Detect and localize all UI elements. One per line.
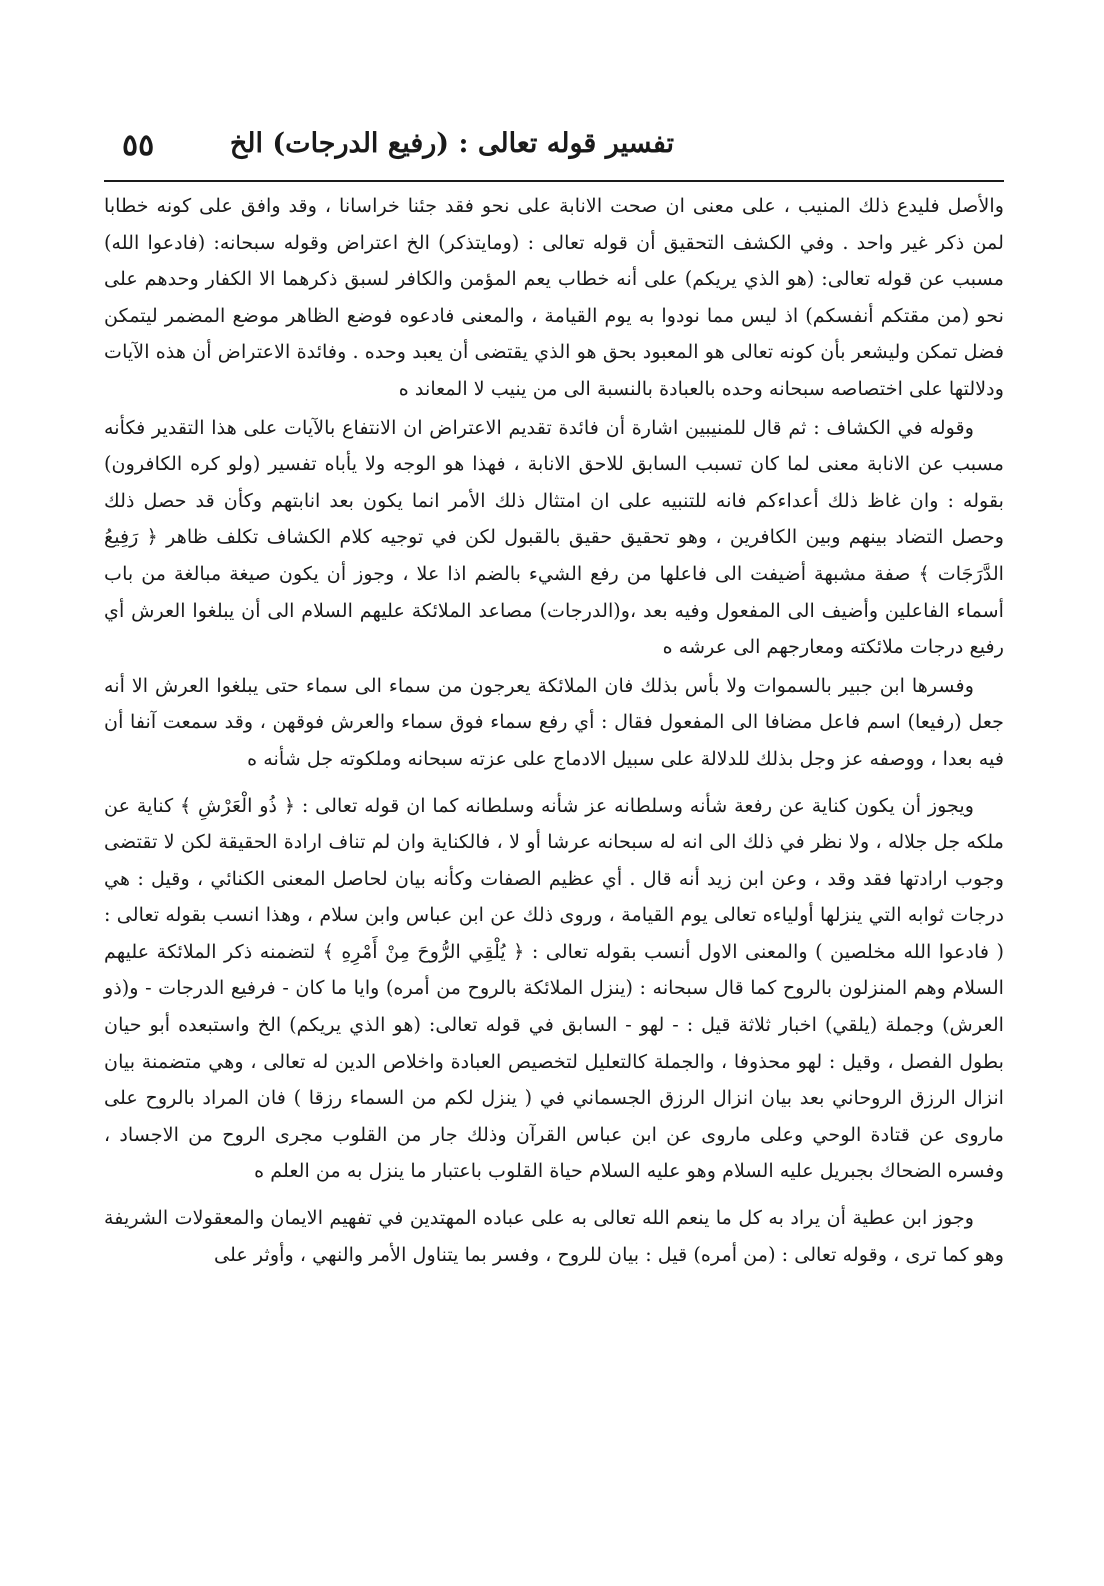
paragraph-2: وقوله في الكشاف : ثم قال للمنيبين اشارة أن فائدة تقديم الاعتراض ان الانتفاع بالآيات على هذا التقدير فكأنه مسبب عن الانابة معنى لما كان تسبب السابق للاحق الانابة ، فهذا هو الوجه ولا يأباه تفسير (ولو كره الكافرون) بقوله : وان غاظ ذلك أعداءكم فانه للتنبيه على ان امتثال ذلك الأمر انما يكون بعد انابتهم وكأن قد حصل ذلك وحصل التضاد بينهم وبين الكافرين ، وهو تحقيق حقيق بالقبول لكن في توجيه كلام الكشاف تكلف ظاهر ﴿ رَفِيعُ الدَّرَجَات ﴾ صفة مشبهة أضيفت الى فاعلها من رفع الشيء بالضم اذا علا ، وجوز أن يكون صيغة مبالغة من باب أسماء الفاعلين وأضيف الى المفعول وفيه بعد ،و(الدرجات) مصاعد الملائكة عليهم السلام الى أن يبلغوا العرش أي رفيع درجات ملائكته ومعارجهم الى عرشه ه — [104, 415, 1005, 659]
paragraph-4: ويجوز أن يكون كناية عن رفعة شأنه وسلطانه عز شأنه وسلطانه كما ان قوله تعالى : ﴿ ذُو الْعَرْشِ ﴾ كناية عن ملكه جل جلاله ، ولا نظر في ذلك الى انه له سبحانه عرشا أو لا ، فالكناية وان لم تناف ارادة الحقيقة لكن لا تقتضى وجوب ارادتها فقد وقد ، وعن ابن زيد أنه قال . أي عظيم الصفات وكأنه بيان لحاصل المعنى الكنائي ، وقيل : هي درجات ثوابه التي ينزلها أولياءه تعالى يوم القيامة ، وروى ذلك عن ابن عباس وابن سلام ، وهذا انسب بقوله تعالى : ( فادعوا الله مخلصين ) والمعنى الاول أنسب بقوله تعالى : ﴿ يُلْقِي الرُّوحَ مِنْ أَمْرِهِ ﴾ لتضمنه ذكر الملائكة عليهم السلام وهم المنزلون بالروح كما قال سبحانه : (ينزل الملائكة بالروح من أمره) وايا ما كان - فرفيع الدرجات - و(ذو العرش) وجملة (يلقي) اخبار ثلاثة قيل : - لهو - السابق في قوله تعالى: (هو الذي يريكم) الخ واستبعده أبو حيان بطول الفصل ، وقيل : لهو محذوفا ، والجملة كالتعليل لتخصيص العبادة واخلاص الدين له تعالى ، وهي متضمنة بيان انزال الرزق الروحاني بعد بيان انزال الرزق الجسماني في ( ينزل لكم من السماء رزقا ) فان المراد بالروح على ماروى عن قتادة الوحي وعلى ماروى عن ابن عباس القرآن وذلك جار من القلوب مجرى الروح من الاجساد ، وفسره الضحاك بجبريل عليه السلام وهو عليه السلام حياة القلوب باعتبار ما ينزل به من العلم ه — [104, 793, 1004, 1183]
page-number: ٥٥ — [122, 128, 155, 163]
running-title: تفسير قوله تعالى : (رفيع الدرجات) الخ — [229, 128, 674, 159]
paragraph-3: وفسرها ابن جبير بالسموات ولا بأس بذلك فان الملائكة يعرجون من سماء الى سماء حتى يبلغوا العرش الا أنه جعل (رفيعا) اسم فاعل مضافا الى المفعول فقال : أي رفع سماء فوق سماء والعرش فوقهن ، وقد سمعت آنفا أن فيه بعدا ، ووصفه عز وجل بذلك للدلالة على سبيل الادماج على عزته سبحانه وملكوته جل شأنه ه — [104, 673, 1004, 770]
paragraph-1: والأصل فليدع ذلك المنيب ، على معنى ان صحت الانابة على نحو فقد جئنا خراسانا ، وقد وافق على كونه خطابا لمن ذكر غير واحد . وفي الكشف التحقيق أن قوله تعالى : (ومايتذكر) الخ اعتراض وقوله سبحانه: (فادعوا الله) مسبب عن قوله تعالى: (هو الذي يريكم) على أنه خطاب يعم المؤمن والكافر لسبق ذكرهما الا الكفار وحدهم على نحو (من مقتكم أنفسكم) اذ ليس مما نودوا به يوم القيامة ، والمعنى فادعوه فوضع الظاهر موضع المضمر ليتمكن فضل تمكن وليشعر بأن كونه تعالى هو المعبود بحق هو الذي يقتضى أن يعبد وحده . وفائدة الاعتراض أن هذه الآيات ودلالتها على اختصاصه سبحانه وحده بالعبادة بالنسبة الى من ينيب لا المعاند ه — [104, 194, 1004, 400]
page-header — [104, 118, 1004, 182]
document-page — [104, 118, 1004, 1548]
paragraph-5: وجوز ابن عطية أن يراد به كل ما ينعم الله تعالى به على عباده المهتدين في تفهيم الايمان والمعقولات الشريفة وهو كما ترى ، وقوله تعالى : (من أمره) قيل : بيان للروح ، وفسر بما يتناول الأمر والنهي ، وأوثر على — [104, 1206, 1004, 1266]
body-text — [104, 182, 1004, 1273]
